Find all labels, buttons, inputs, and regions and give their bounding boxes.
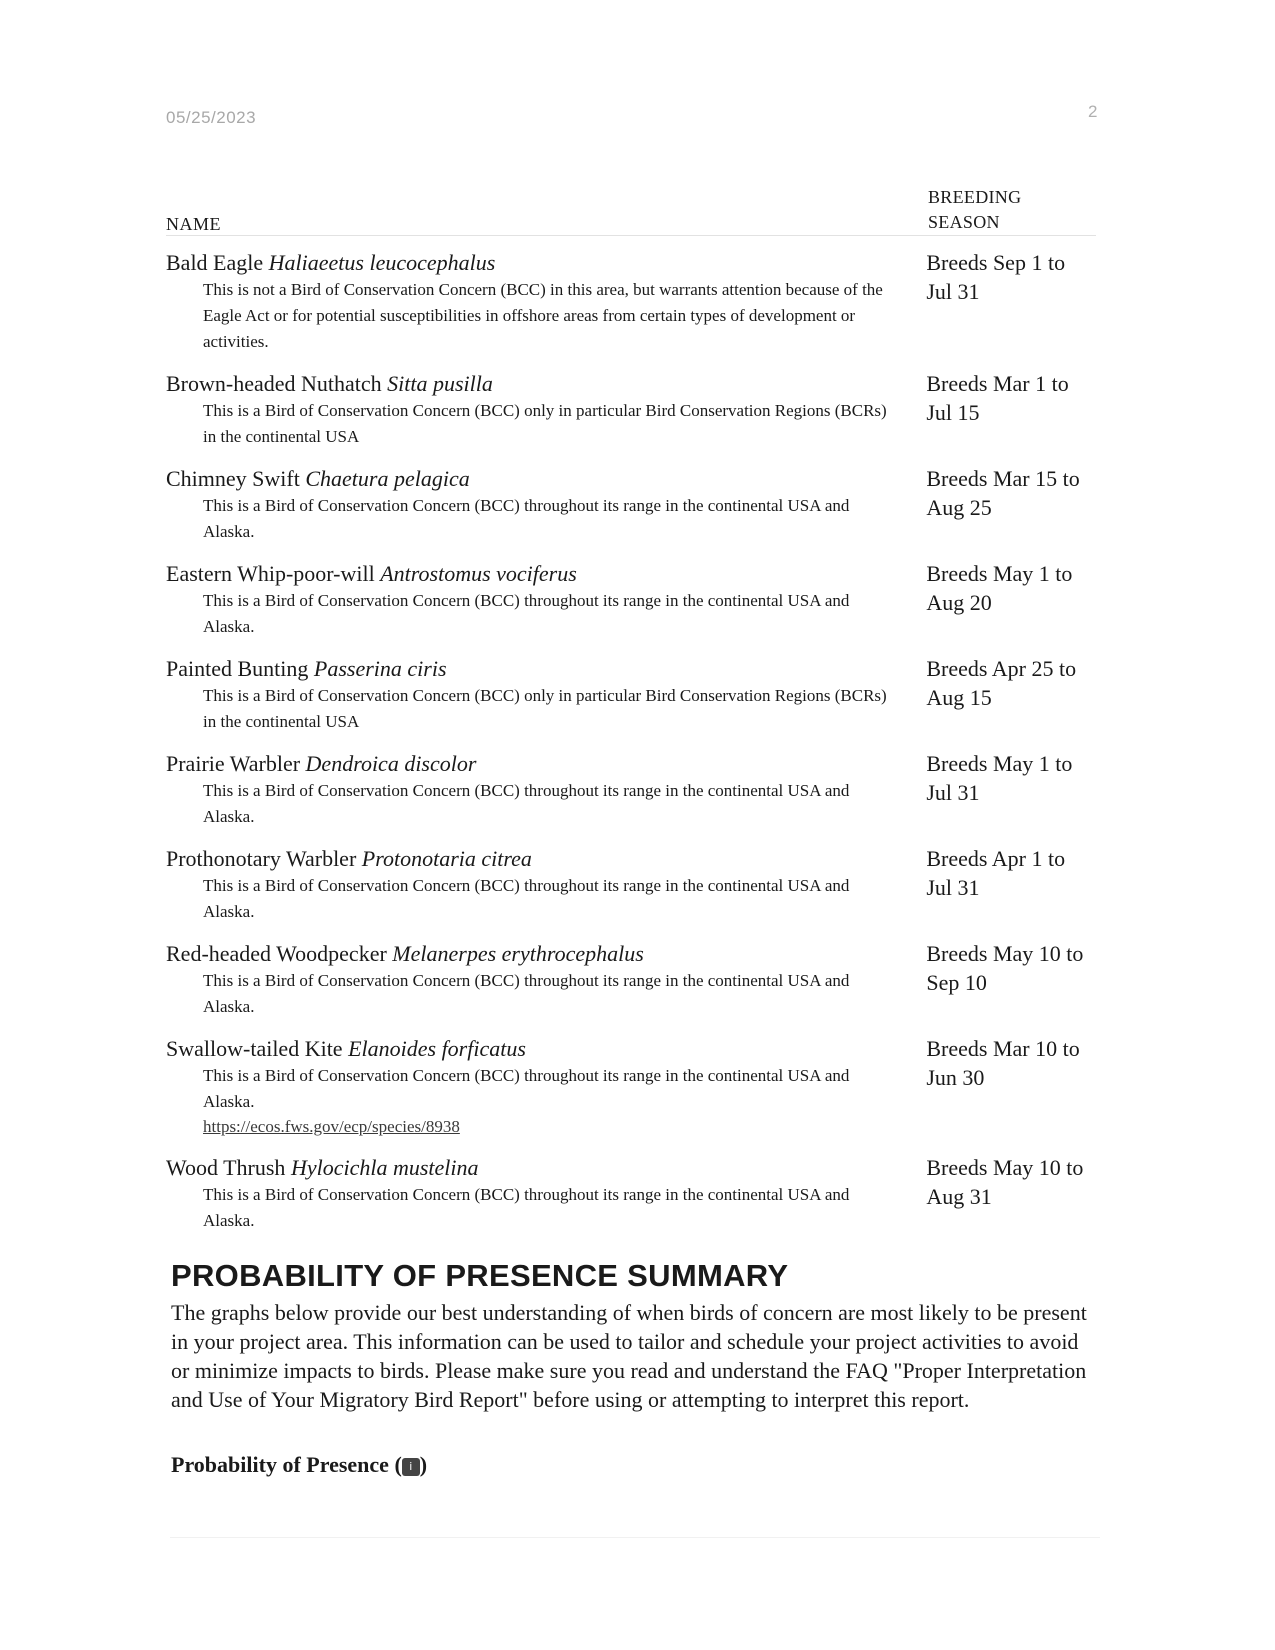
bird-name [166,1034,926,1063]
bird-name [166,369,926,398]
common-name: Red-headed Woodpecker [166,941,387,966]
bird-description [203,398,903,450]
table-row [166,749,1096,830]
bird-name-cell [166,844,926,925]
bird-name [166,559,926,588]
breeding-season: Breeds May 1 to Jul 31 [926,751,1073,805]
description-text: This is a Bird of Conservation Concern (BCC) throughout its range in the continental USA and Alaska. [203,781,850,826]
table-row [166,654,1096,735]
common-name: Eastern Whip-poor-will [166,561,375,586]
scientific-name: Hylocichla mustelina [290,1155,479,1180]
table-row [166,844,1096,925]
common-name: Prothonotary Warbler [166,846,357,871]
bird-name-cell [166,248,926,355]
summary-title: PROBABILITY OF PRESENCE SUMMARY [171,1258,789,1293]
bird-name [166,248,926,277]
bird-name-cell [166,1153,926,1234]
bird-name-cell [166,464,926,545]
scientific-name: Elanoides forficatus [348,1036,526,1061]
birds-table [166,185,1096,1234]
probability-of-presence-label: Probability of Presence [171,1452,389,1477]
bird-name [166,939,926,968]
bird-description [203,683,903,735]
breeding-season: Breeds Sep 1 to Jul 31 [926,250,1066,304]
common-name: Bald Eagle [166,250,264,275]
common-name: Painted Bunting [166,656,309,681]
table-header [166,185,1096,236]
table-row [166,248,1096,355]
common-name: Prairie Warbler [166,751,301,776]
description-text: This is a Bird of Conservation Concern (BCC) throughout its range in the continental USA and Alaska. [203,591,850,636]
scientific-name: Haliaeetus leucocephalus [268,250,496,275]
bird-name-cell [166,369,926,450]
table-row [166,369,1096,450]
bird-description [203,588,903,640]
description-text: This is a Bird of Conservation Concern (BCC) throughout its range in the continental USA and Alaska. [203,971,850,1016]
bird-description [203,277,903,355]
scientific-name: Melanerpes erythrocephalus [392,941,644,966]
bird-description [203,968,903,1020]
description-text: This is a Bird of Conservation Concern (BCC) throughout its range in the continental USA and Alaska. [203,876,850,921]
column-header-name: NAME [166,214,221,234]
column-header-season-line: SEASON [928,212,1000,232]
column-header-season-line: BREEDING [928,187,1022,207]
bird-description [203,493,903,545]
report-date: 05/25/2023 [166,108,257,127]
scientific-name: Passerina ciris [313,656,447,681]
table-row [166,1034,1096,1139]
bird-description [203,873,903,925]
scientific-name: Dendroica discolor [305,751,477,776]
table-row [166,939,1096,1020]
description-text: This is a Bird of Conservation Concern (BCC) throughout its range in the continental USA and Alaska. [203,1066,850,1111]
bird-name-cell [166,1034,926,1139]
description-text: This is a Bird of Conservation Concern (BCC) throughout its range in the continental USA and Alaska. [203,496,850,541]
bird-description [203,1182,903,1234]
species-link[interactable]: https://ecos.fws.gov/ecp/species/8938 [203,1117,460,1136]
table-row [166,559,1096,640]
bird-description [203,1063,903,1139]
info-icon[interactable]: i [402,1458,420,1476]
bird-name-cell [166,654,926,735]
breeding-season: Breeds Mar 15 to Aug 25 [926,466,1080,520]
bird-name [166,1153,926,1182]
bird-name [166,749,926,778]
description-text: This is a Bird of Conservation Concern (BCC) only in particular Bird Conservation Regions (BCRs) in the continental USA [203,401,887,446]
bird-name-cell [166,749,926,830]
breeding-season: Breeds May 10 to Sep 10 [926,941,1084,995]
bird-description [203,778,903,830]
page-number: 2 [1088,102,1098,121]
breeding-season: Breeds Apr 1 to Jul 31 [926,846,1066,900]
table-row [166,464,1096,545]
common-name: Chimney Swift [166,466,300,491]
probability-of-presence-heading: Probability of Presence ( i ) [171,1452,428,1477]
common-name: Brown-headed Nuthatch [166,371,382,396]
breeding-season: Breeds May 1 to Aug 20 [926,561,1073,615]
description-text: This is a Bird of Conservation Concern (BCC) throughout its range in the continental USA and Alaska. [203,1185,850,1230]
description-text: This is a Bird of Conservation Concern (BCC) only in particular Bird Conservation Regions (BCRs) in the continental USA [203,686,887,731]
bird-name-cell [166,939,926,1020]
scientific-name: Antrostomus vociferus [380,561,577,586]
scientific-name: Sitta pusilla [387,371,493,396]
common-name: Swallow-tailed Kite [166,1036,343,1061]
breeding-season: Breeds May 10 to Aug 31 [926,1155,1084,1209]
scientific-name: Protonotaria citrea [361,846,532,871]
summary-body: The graphs below provide our best understanding of when birds of concern are most likely to be present in your project area. This information can be used to tailor and schedule your project activities to avoid or minimize impacts to birds. Please make sure you read and understand the FAQ "Proper Interpretation and Use of Your Migratory Bird Report" before using or attempting to interpret this report. [171,1300,1087,1412]
scientific-name: Chaetura pelagica [305,466,470,491]
bird-name-cell [166,559,926,640]
description-text: This is not a Bird of Conservation Concern (BCC) in this area, but warrants attention because of the Eagle Act or for potential susceptibilities in offshore areas from certain types of development or activities. [203,280,883,351]
bird-name [166,654,926,683]
table-body [166,248,1096,1234]
common-name: Wood Thrush [166,1155,286,1180]
breeding-season: Breeds Mar 10 to Jun 30 [926,1036,1080,1090]
bird-name [166,464,926,493]
divider [170,1537,1100,1538]
column-header-breeding-season [928,185,1021,235]
breeding-season: Breeds Mar 1 to Jul 15 [926,371,1069,425]
breeding-season: Breeds Apr 25 to Aug 15 [926,656,1077,710]
bird-name [166,844,926,873]
table-row [166,1153,1096,1234]
